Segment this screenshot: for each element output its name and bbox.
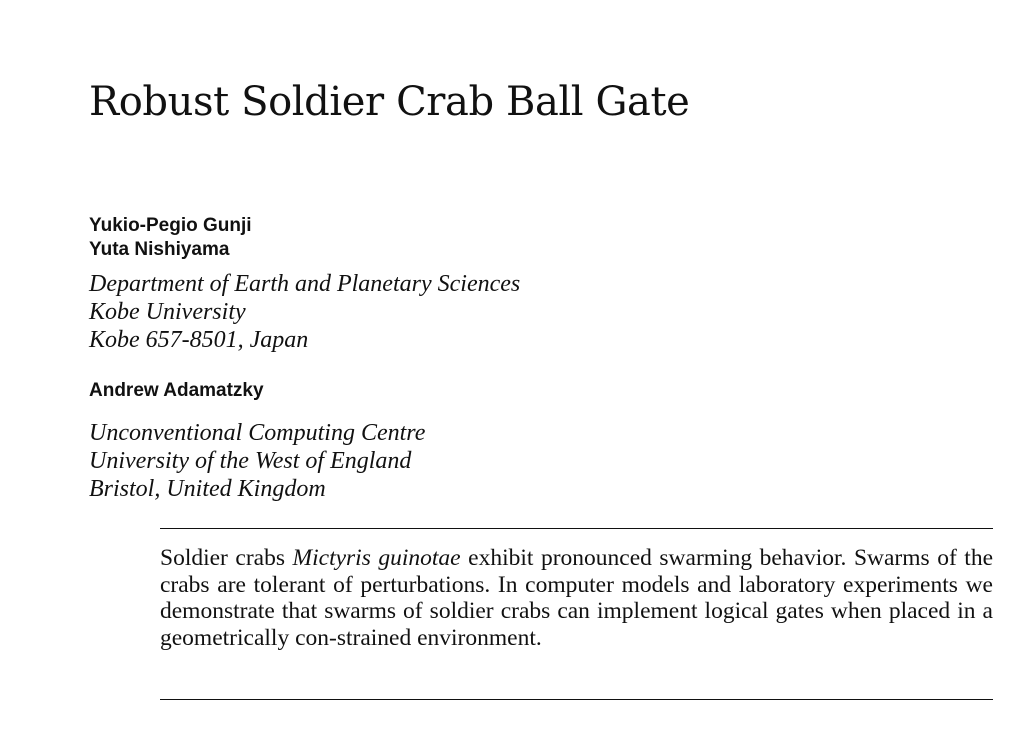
affiliation-university: University of the West of England [89, 448, 412, 474]
affiliation-kobe [89, 270, 520, 354]
affiliation-university: Kobe University [89, 299, 246, 325]
abstract-top-rule [160, 528, 993, 529]
affiliation-address: Kobe 657-8501, Japan [89, 327, 309, 353]
species-name: Mictyris guinotae [292, 545, 461, 571]
affiliation-department: Department of Earth and Planetary Sciences [89, 271, 521, 297]
abstract-bottom-rule [160, 699, 993, 700]
affiliation-centre: Unconventional Computing Centre [89, 420, 426, 446]
paper-title: Robust Soldier Crab Ball Gate [89, 79, 690, 125]
author-name-nishiyama: Yuta Nishiyama [89, 239, 230, 260]
affiliation-uwe [89, 419, 425, 503]
abstract-lead: Soldier crabs [160, 545, 293, 571]
abstract-body: exhibit pronounced swarming behavior. Swarms of the crabs are tolerant of perturbations. In computer models and laboratory experiments we demonstrate that swarms of soldier crabs can implement logical gates when placed in a geometrically con-strained environment. [160, 545, 994, 651]
author-name-adamatzky: Andrew Adamatzky [89, 380, 264, 401]
author-name-gunji: Yukio-Pegio Gunji [89, 215, 252, 236]
affiliation-address: Bristol, United Kingdom [89, 476, 326, 502]
abstract-text [160, 545, 993, 651]
